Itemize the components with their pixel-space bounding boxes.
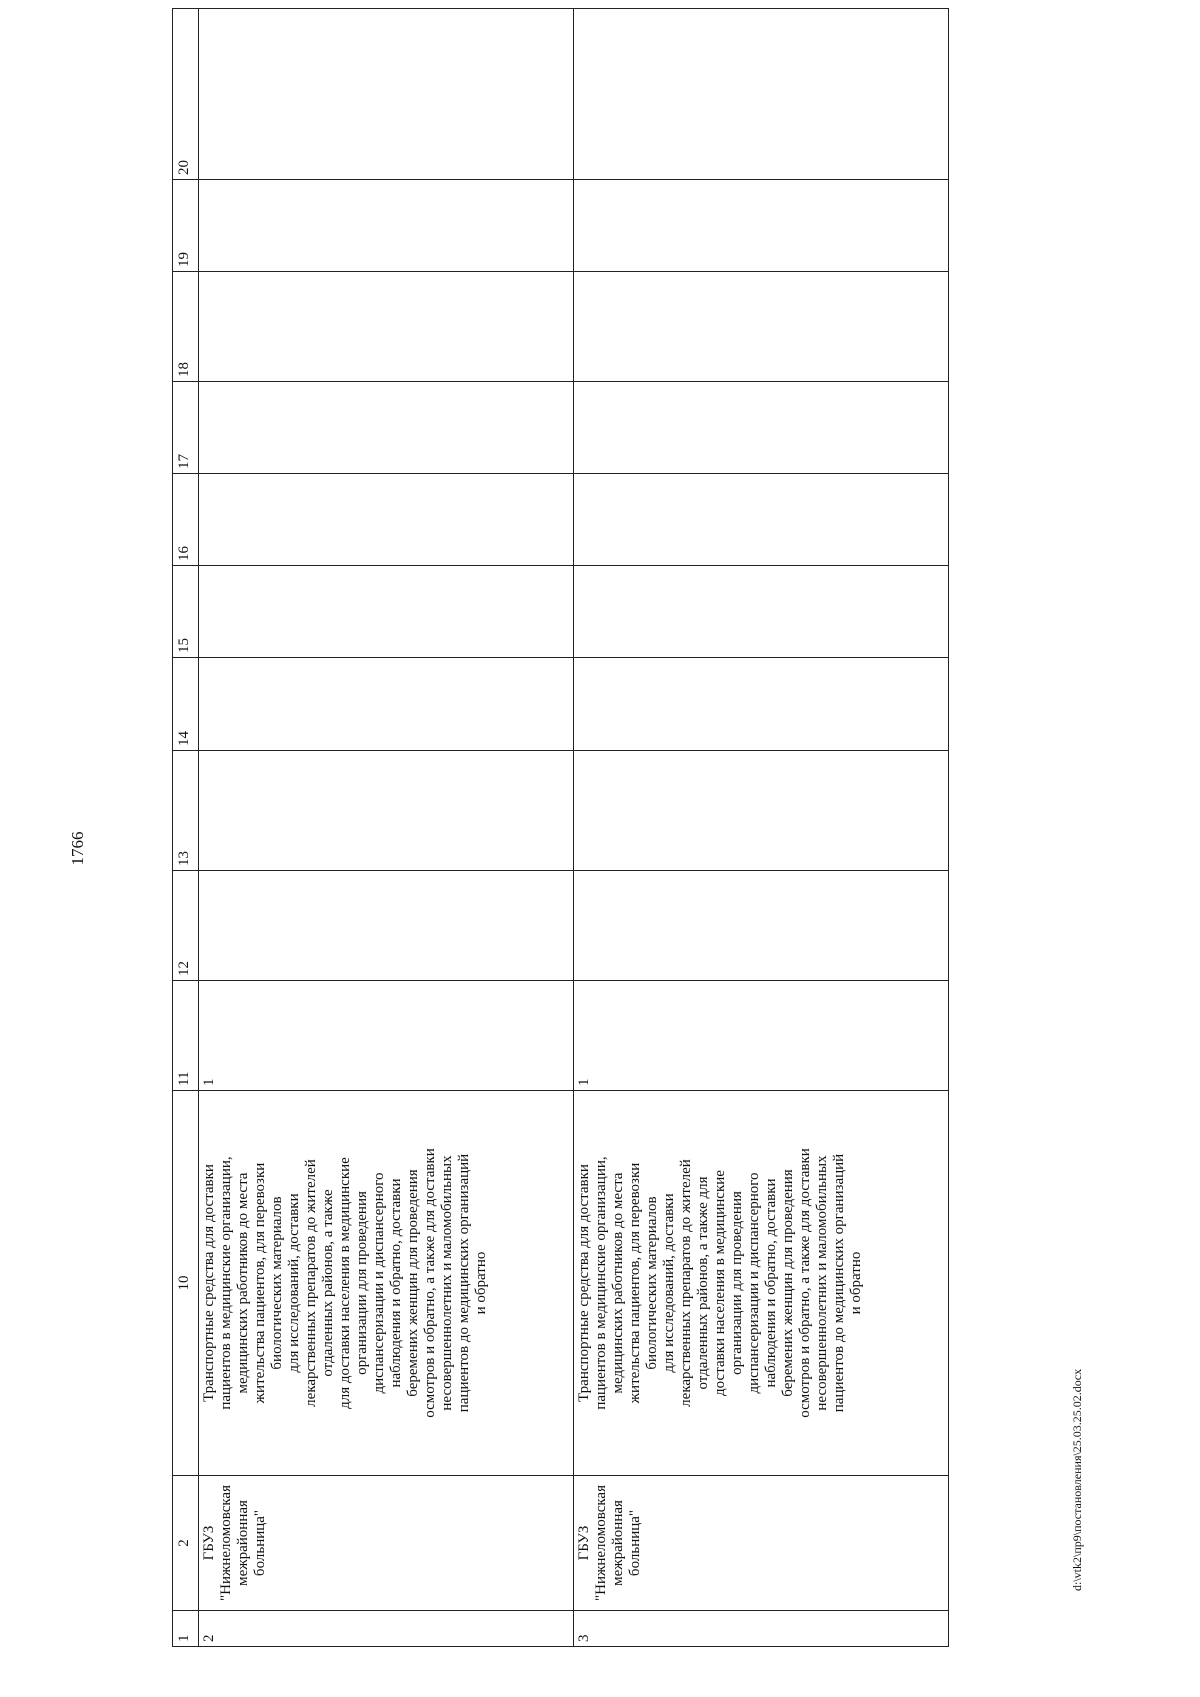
table-cell <box>574 272 949 382</box>
column-header: 19 <box>173 180 199 272</box>
row-number-cell: 2 <box>199 1611 574 1647</box>
vehicle-purpose-cell: Транспортные средства для доставки пациентов в медицинские организации, медицинских работников до места жительства пациентов, для перевозки биологических материалов для исследований, доставки лекарственных препаратов до жителей отдаленных районов, а также для доставки населения в медицинские организации для проведения диспансеризации и диспансерного наблюдения и обратно, доставки беремених женщин для проведения осмотров и обратно, а также для доставки несовершеннолетних и маломобильных пациентов до медицинских организаций и обратно <box>199 1091 574 1476</box>
table-cell <box>574 658 949 751</box>
column-header: 20 <box>173 9 199 180</box>
table-cell <box>199 751 574 871</box>
table-cell <box>199 382 574 474</box>
vehicle-purpose-cell: Транспортные средства для доставки пациентов в медицинские организации, медицинских работников до места жительства пациентов, для перевозки биологических материалов для исследований, доставки лекарственных препаратов до жителей отдаленных районов, а также для доставки населения в медицинские организации для проведения диспансеризации и диспансерного наблюдения и обратно, доставки беремених женщин для проведения осмотров и обратно, а также для доставки несовершеннолетних и маломобильных пациентов до медицинских организаций и обратно <box>574 1091 949 1476</box>
table-cell <box>574 9 949 180</box>
column-header: 17 <box>173 382 199 474</box>
quantity-cell: 1 <box>574 981 949 1091</box>
column-header: 14 <box>173 658 199 751</box>
footer-file-path: d:\vtk2\пр9\постановления\25.03.25.02.docx <box>1070 1368 1084 1591</box>
table-cell <box>199 658 574 751</box>
column-header: 13 <box>173 751 199 871</box>
quantity-cell: 1 <box>199 981 574 1091</box>
resource-table <box>172 8 949 1647</box>
column-header: 10 <box>173 1091 199 1476</box>
column-header: 11 <box>173 981 199 1091</box>
table-cell <box>199 180 574 272</box>
table-cell <box>574 382 949 474</box>
table-cell <box>574 871 949 981</box>
table-cell <box>199 9 574 180</box>
table-cell <box>574 474 949 566</box>
row-number-cell: 3 <box>574 1611 949 1647</box>
page-number: 1766 <box>68 831 87 866</box>
table-cell <box>199 871 574 981</box>
organization-cell: ГБУЗ "Нижнеломовская межрайонная больница" <box>574 1476 949 1611</box>
table-row <box>199 9 574 1647</box>
table-cell <box>574 751 949 871</box>
column-header: 18 <box>173 272 199 382</box>
column-header: 1 <box>173 1611 199 1647</box>
organization-cell: ГБУЗ "Нижнеломовская межрайонная больница" <box>199 1476 574 1611</box>
table-cell <box>199 474 574 566</box>
column-header: 2 <box>173 1476 199 1611</box>
column-header: 16 <box>173 474 199 566</box>
table-cell <box>199 566 574 658</box>
column-header: 12 <box>173 871 199 981</box>
table-header-row <box>173 9 199 1647</box>
table-cell <box>574 566 949 658</box>
column-header: 15 <box>173 566 199 658</box>
table-row <box>574 9 949 1647</box>
table-cell <box>574 180 949 272</box>
table-cell <box>199 272 574 382</box>
